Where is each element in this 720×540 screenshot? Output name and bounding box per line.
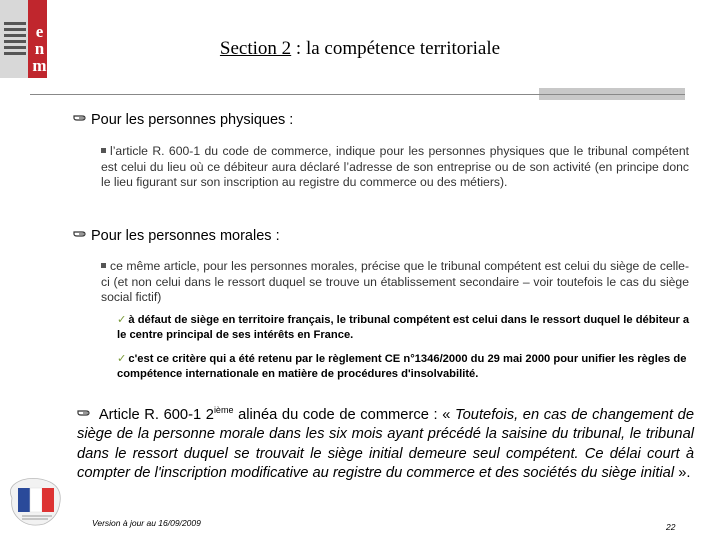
page-title	[0, 38, 720, 60]
article-lead: Article R. 600-1 2	[98, 406, 214, 423]
paragraph-text: ce même article, pour les personnes morales, précise que le tribunal compétent est celui du siège de celle-ci (et non celui dans le ressort duquel se trouve un établissement secondaire – voir toutefois le cas du siège social fictif)	[101, 259, 689, 304]
checkmark-icon: ✓	[117, 353, 127, 365]
article-sup: ième	[213, 405, 234, 415]
article-quote: Toutefois, en cas de changement de siège de la personne morale dans les six mois ayant précédé la saisine du tribunal, le tribunal dans le ressort duquel se trouvait le siège initial demeure seul compétent. Ce délai court à compter de l'inscription modificative au registre du commerce et des sociétés du siège initial	[77, 406, 694, 482]
article-paragraph	[77, 401, 694, 484]
check-item-2	[117, 352, 695, 382]
article-mid: alinéa du code de commerce : «	[233, 406, 455, 423]
footer-version: Version à jour au 16/09/2009	[92, 518, 201, 528]
heading-text: Pour les personnes morales :	[91, 228, 280, 244]
heading-personnes-morales	[73, 228, 280, 244]
square-bullet	[101, 148, 106, 153]
paragraph-text: l’article R. 600-1 du code de commerce, indique pour les personnes physiques que le tribunal compétent est celui du lieu où ce débiteur aura déclaré l’adresse de son entreprise ou de son activité (en principe donc le lieu figurant sur son inscription au registre du commerce ou des métiers).	[101, 144, 689, 189]
heading-text: Pour les personnes physiques :	[91, 112, 294, 128]
header-divider	[30, 94, 685, 95]
title-text: : la compétence territoriale	[291, 38, 501, 59]
paragraph-morales	[101, 259, 689, 306]
checkmark-icon: ✓	[117, 314, 127, 326]
pointing-hand-icon	[73, 114, 87, 124]
check-item-1	[117, 313, 695, 343]
heading-personnes-physiques	[73, 112, 293, 128]
paragraph-physiques	[101, 144, 689, 191]
square-bullet	[101, 263, 106, 268]
pointing-hand-icon	[77, 409, 91, 419]
pointing-hand-icon	[73, 230, 87, 240]
check-text: à défaut de siège en territoire français, le tribunal compétent est celui dans le ressort duquel le débiteur a le centre principal de ses intérêts en France.	[117, 314, 690, 341]
page-number: 22	[666, 522, 676, 532]
check-text: c'est ce critère qui a été retenu par le règlement CE n°1346/2000 du 29 mai 2000 pour unifier les règles de compétence internationale en matière de procédures d'insolvabilité.	[117, 353, 687, 380]
article-end: ».	[674, 465, 691, 482]
ministry-logo	[2, 468, 78, 533]
logo-letters: enm	[30, 22, 49, 73]
title-section-number: Section 2	[219, 38, 292, 59]
